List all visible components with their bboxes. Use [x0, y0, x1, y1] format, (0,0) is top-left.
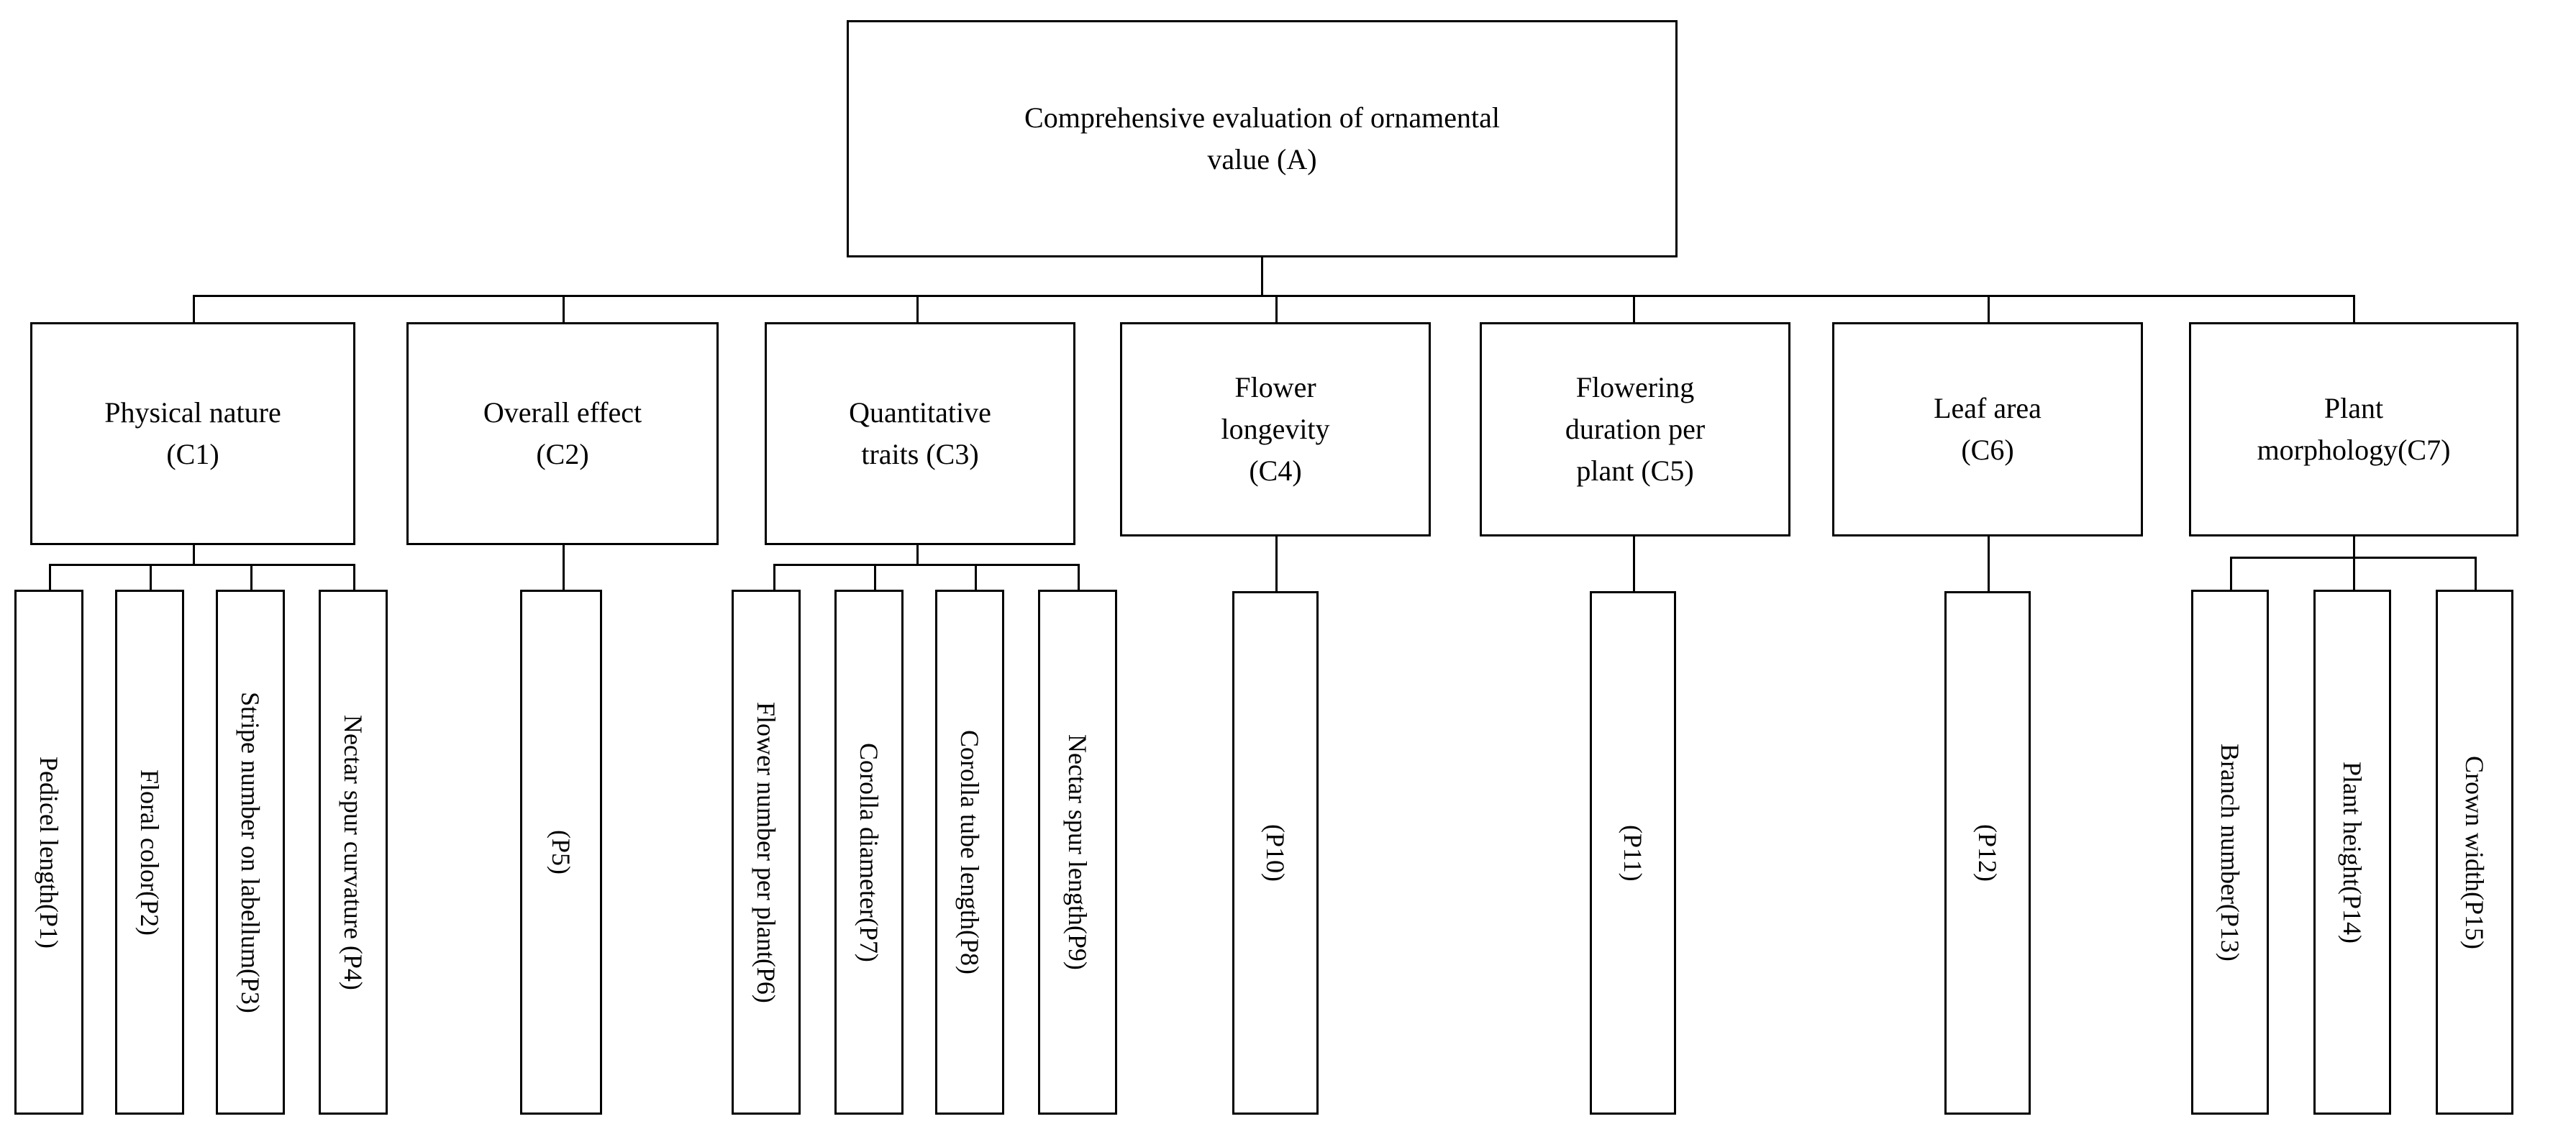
node-criteria-C1-label: Physical nature (C1): [104, 396, 281, 470]
connector-C3-stem: [916, 545, 919, 565]
connector-C6-to-P12: [1988, 536, 1990, 591]
node-indicator-P7: [834, 590, 904, 1115]
node-indicator-P7-label: Corolla diameter(P7): [855, 742, 884, 962]
node-indicator-P14: [2313, 590, 2391, 1115]
connector-C5-to-P11: [1633, 536, 1635, 591]
node-root-label: Comprehensive evaluation of ornamental value (A): [1024, 101, 1500, 175]
connector-criteria-bus: [193, 295, 2353, 297]
node-indicator-P5: [520, 590, 602, 1115]
node-indicator-P1: [14, 590, 83, 1115]
node-criteria-C3: [765, 322, 1075, 545]
node-criteria-C7: [2189, 322, 2518, 536]
node-indicator-P11: [1590, 591, 1676, 1115]
node-criteria-C1: [30, 322, 355, 545]
connector-C3-to-P8: [975, 564, 977, 590]
connector-root-stem: [1261, 257, 1263, 296]
node-root-A: [847, 20, 1678, 257]
node-indicator-P2-label: Floral color(P2): [135, 769, 165, 936]
node-indicator-P2: [115, 590, 184, 1115]
node-criteria-C7-label: Plant morphology(C7): [2257, 392, 2451, 466]
connector-C4-to-P10: [1275, 536, 1278, 591]
node-criteria-C4-label: Flower longevity (C4): [1221, 371, 1330, 487]
node-indicator-P6: [732, 590, 801, 1115]
node-indicator-P3-label: Stripe number on labellum(P3): [236, 691, 265, 1013]
connector-C1-to-P2: [150, 564, 152, 590]
connector-bus-to-C2: [563, 295, 565, 322]
node-indicator-P12: [1944, 591, 2031, 1115]
node-indicator-P4-label: Nectar spur curvature (P4): [339, 714, 368, 990]
connector-C3-to-P6: [773, 564, 775, 590]
node-indicator-P6-label: Flower number per plant(P6): [752, 701, 781, 1003]
connector-bus-to-C7: [2353, 295, 2355, 322]
node-indicator-P3: [216, 590, 285, 1115]
connector-C7-to-P15: [2475, 557, 2477, 590]
node-indicator-P15-label: Crown width(P15): [2460, 755, 2490, 949]
node-criteria-C2: [406, 322, 719, 545]
node-indicator-P4: [319, 590, 388, 1115]
node-criteria-C4: [1120, 322, 1431, 536]
connector-C2-to-P5: [563, 545, 565, 591]
node-criteria-C3-label: Quantitative traits (C3): [849, 396, 991, 470]
connector-bus-to-C1: [193, 295, 195, 322]
connector-C3-to-P7: [874, 564, 876, 590]
connector-C1-bus: [49, 564, 355, 566]
node-indicator-P11-label: (P11): [1619, 824, 1648, 882]
connector-bus-to-C4: [1275, 295, 1278, 322]
node-indicator-P10: [1232, 591, 1319, 1115]
connector-C1-to-P4: [353, 564, 355, 590]
connector-C7-to-P13: [2230, 557, 2232, 590]
connector-C7-to-P14: [2353, 557, 2355, 590]
node-criteria-C5: [1480, 322, 1790, 536]
node-indicator-P10-label: (P10): [1261, 824, 1291, 882]
node-indicator-P8-label: Corolla tube length(P8): [955, 730, 985, 974]
connector-bus-to-C5: [1633, 295, 1635, 322]
connector-bus-to-C3: [916, 295, 919, 322]
connector-C3-to-P9: [1078, 564, 1080, 590]
node-criteria-C6-label: Leaf area (C6): [1934, 392, 2042, 466]
connector-C1-stem: [193, 545, 195, 565]
connector-C1-to-P1: [49, 564, 51, 590]
node-criteria-C5-label: Flowering duration per plant (C5): [1565, 371, 1706, 487]
connector-C1-to-P3: [250, 564, 252, 590]
node-indicator-P13-label: Branch number(P13): [2216, 743, 2245, 961]
node-criteria-C2-label: Overall effect (C2): [483, 396, 642, 470]
connector-C7-stem: [2353, 536, 2355, 558]
node-indicator-P9-label: Nectar spur length(P9): [1063, 734, 1093, 970]
node-indicator-P13: [2191, 590, 2269, 1115]
node-criteria-C6: [1832, 322, 2143, 536]
connector-C3-bus: [773, 564, 1079, 566]
node-indicator-P12-label: (P12): [1973, 824, 2003, 882]
node-indicator-P9: [1038, 590, 1117, 1115]
node-indicator-P1-label: Pedicel length(P1): [35, 756, 64, 949]
node-indicator-P14-label: Plant height(P14): [2338, 761, 2367, 944]
node-indicator-P5-label: (P5): [547, 830, 576, 874]
connector-bus-to-C6: [1988, 295, 1990, 322]
node-indicator-P8: [935, 590, 1004, 1115]
node-indicator-P15: [2436, 590, 2513, 1115]
